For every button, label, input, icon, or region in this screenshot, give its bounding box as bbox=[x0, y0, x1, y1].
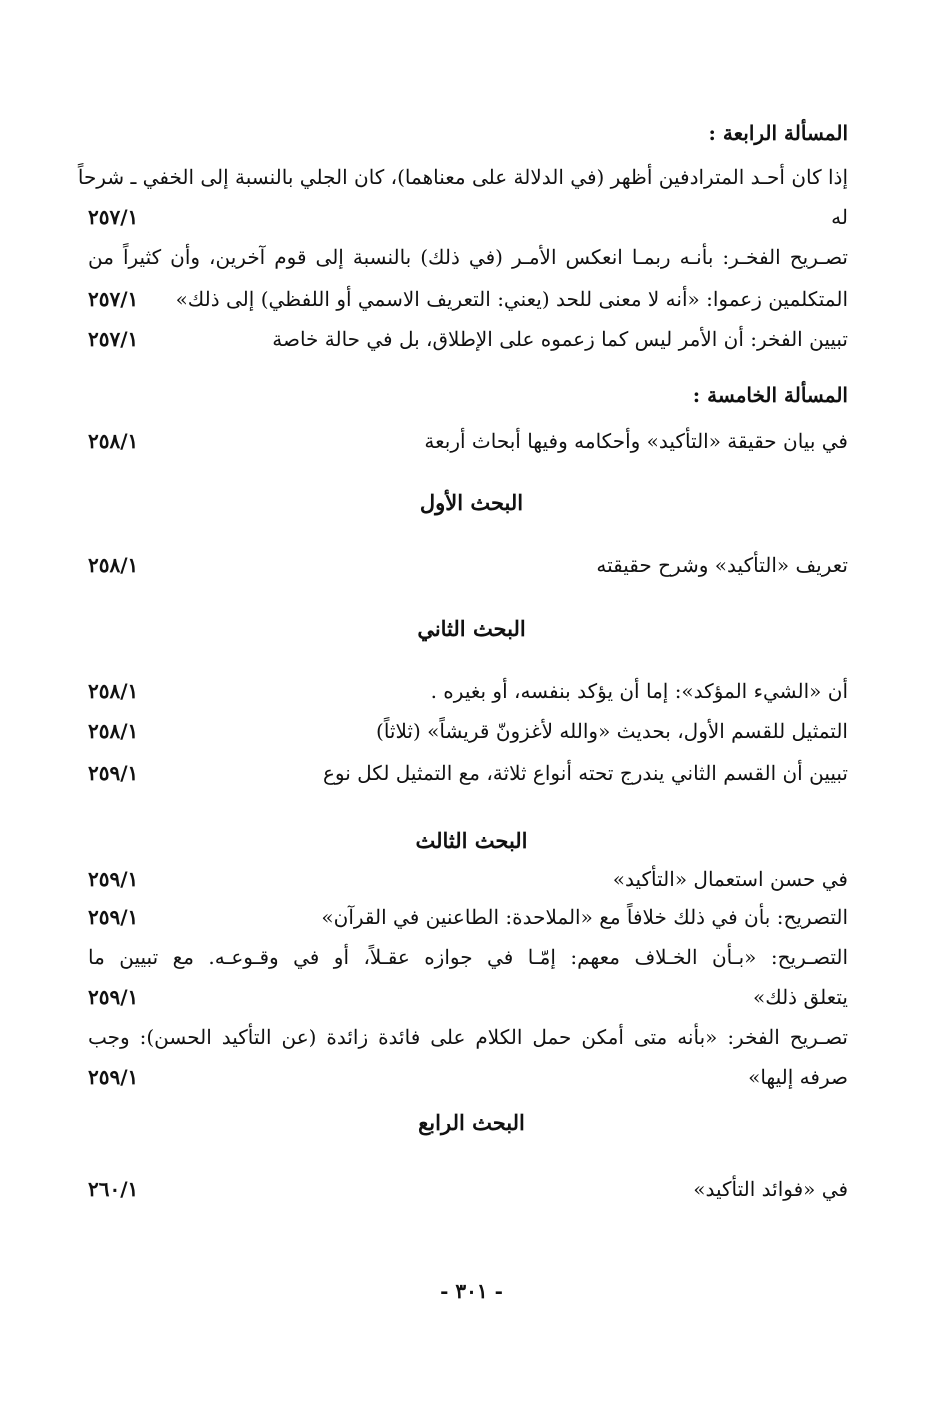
entry-line bbox=[88, 240, 848, 274]
page-reference: ٢٥٨/١ bbox=[88, 719, 139, 743]
entry-line bbox=[88, 1060, 848, 1094]
page-reference: ٢٦٠/١ bbox=[88, 1177, 139, 1201]
entry-text: التمثيل للقسم الأول، بحديث «والله لأغزونّ قريشاً» (ثلاثاً) bbox=[376, 719, 848, 743]
page-reference: ٢٥٩/١ bbox=[88, 985, 139, 1009]
entry-text: صرفه إليها» bbox=[748, 1065, 848, 1089]
subsection-heading: البحث الثاني bbox=[417, 616, 526, 641]
entry-text: تبيين الفخر: أن الأمر ليس كما زعموه على الإطلاق، بل في حالة خاصة bbox=[272, 327, 848, 351]
entry-line bbox=[88, 900, 848, 934]
entry-text: تبيين أن القسم الثاني يندرج تحته أنواع ثلاثة، مع التمثيل لكل نوع bbox=[322, 761, 848, 785]
entry-line bbox=[88, 548, 848, 582]
section-heading-khamisa bbox=[88, 378, 848, 412]
entry-text: المتكلمين زعموا: «أنه لا معنى للحد (يعني: التعريف الاسمي أو اللفظي) إلى ذلك» bbox=[175, 287, 848, 311]
entry-line bbox=[88, 1020, 848, 1054]
entry-text: إذا كان أحـد المترادفين أظهر (في الدلالة على معناهما)، كان الجلي بالنسبة إلى الخفي ـ شرحاً bbox=[77, 165, 848, 189]
entry-line bbox=[88, 200, 848, 234]
section-title: المسألة الرابعة : bbox=[708, 121, 848, 145]
section-heading-rabia bbox=[88, 116, 848, 150]
section-title: المسألة الخامسة : bbox=[692, 383, 848, 407]
entry-text: التصريح: بأن في ذلك خلافاً مع «الملاحدة: الطاعنين في القرآن» bbox=[321, 905, 848, 929]
entry-line bbox=[88, 980, 848, 1014]
entry-text: التصـريح: «بـأن الخـلاف معهم: إمّـا في جوازه عقـلاً، أو في وقـوعـه. مع تبيين ما bbox=[88, 945, 848, 969]
entry-line bbox=[88, 940, 848, 974]
entry-line bbox=[77, 160, 848, 194]
entry-text: في «فوائد التأكيد» bbox=[693, 1177, 848, 1201]
page-reference: ٢٥٩/١ bbox=[88, 867, 139, 891]
entry-text: يتعلق ذلك» bbox=[753, 985, 848, 1009]
entry-text: تصـريح الفخر: «بأنه متى أمكن حمل الكلام على فائدة زائدة (عن التأكيد الحسن): وجب bbox=[88, 1025, 848, 1049]
page-reference: ٢٥٨/١ bbox=[88, 679, 139, 703]
subsection-heading: البحث الرابع bbox=[418, 1110, 525, 1135]
entry-line bbox=[88, 282, 848, 316]
subsection-heading: البحث الأول bbox=[419, 490, 524, 515]
entry-line bbox=[88, 862, 848, 896]
entry-text: في حسن استعمال «التأكيد» bbox=[612, 867, 848, 891]
entry-line bbox=[88, 322, 848, 356]
entry-text: أن «الشيء المؤكد»: إما أن يؤكد بنفسه، أو بغيره . bbox=[430, 679, 848, 703]
page-reference: ٢٥٨/١ bbox=[88, 553, 139, 577]
entry-line bbox=[88, 1172, 848, 1206]
entry-text: تعريف «التأكيد» وشرح حقيقته bbox=[596, 553, 848, 577]
page-reference: ٢٥٨/١ bbox=[88, 429, 139, 453]
page-number: - ٣٠١ - bbox=[440, 1279, 503, 1303]
page-reference: ٢٥٩/١ bbox=[88, 761, 139, 785]
entry-line bbox=[88, 674, 848, 708]
page-reference: ٢٥٧/١ bbox=[88, 327, 139, 351]
entry-line bbox=[88, 714, 848, 748]
entry-text: تصـريح الفخـر: بأنـه ربمـا انعكس الأمـر (في ذلك) بالنسبة إلى قوم آخرين، وأن كثيراً من bbox=[88, 245, 848, 269]
subsection-heading: البحث الثالث bbox=[415, 828, 528, 853]
entry-text: له bbox=[831, 205, 848, 229]
page-reference: ٢٥٩/١ bbox=[88, 1065, 139, 1089]
entry-text: في بيان حقيقة «التأكيد» وأحكامه وفيها أبحاث أربعة bbox=[424, 429, 848, 453]
entry-line bbox=[88, 424, 848, 458]
page-reference: ٢٥٩/١ bbox=[88, 905, 139, 929]
page-reference: ٢٥٧/١ bbox=[88, 287, 139, 311]
page-reference: ٢٥٧/١ bbox=[88, 205, 139, 229]
entry-line bbox=[88, 756, 848, 790]
